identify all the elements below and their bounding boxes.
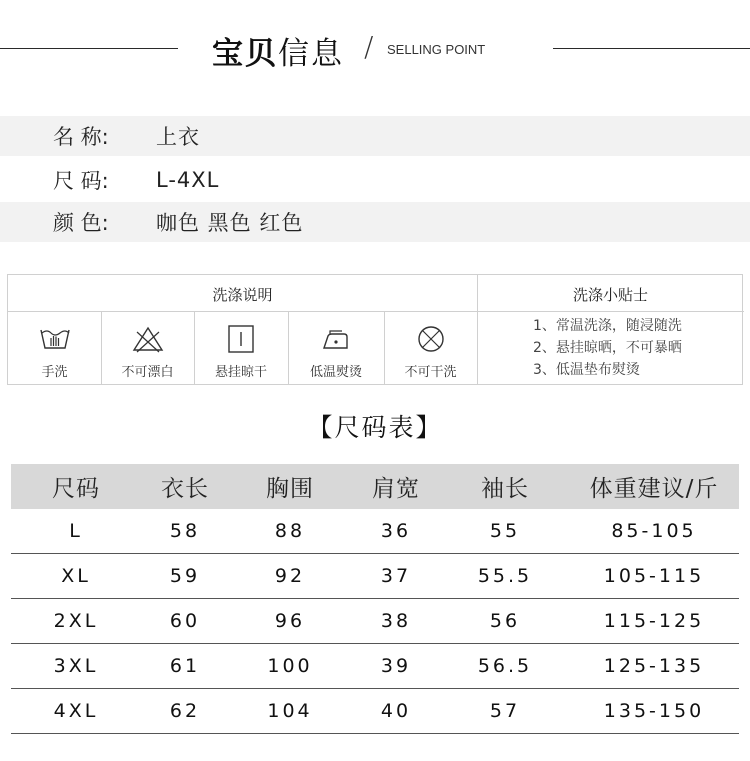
- wash-tips-header: 洗涤小贴士: [572, 286, 648, 304]
- wash-cell-no-bleach: [101, 312, 194, 385]
- info-label: 颜 色:: [53, 211, 109, 235]
- size-cell: 56.5: [477, 655, 533, 677]
- size-cell: 104: [267, 700, 313, 722]
- wash-icon-label: 低温熨烫: [309, 365, 362, 380]
- wash-cell-low-iron: [288, 312, 384, 385]
- section-title-bold: 宝贝: [212, 36, 278, 72]
- section-title-rest: 信息: [278, 36, 344, 72]
- size-table-row: [11, 509, 739, 554]
- info-value: 咖色 黑色 红色: [156, 211, 304, 235]
- wash-tip: 2、悬挂晾晒，不可暴晒: [533, 340, 682, 356]
- info-value: L-4XL: [156, 168, 220, 192]
- size-cell: 36: [380, 520, 412, 542]
- info-label: 尺 码:: [53, 169, 109, 193]
- section-title: [212, 28, 344, 73]
- header-divider-left: [0, 48, 178, 49]
- size-header-cell: 袖长: [481, 476, 529, 502]
- size-cell: 3XL: [53, 655, 99, 677]
- size-table-row: [11, 689, 739, 734]
- info-row-name: [0, 116, 750, 156]
- size-header-cell: 肩宽: [372, 476, 420, 502]
- size-cell: 55.5: [477, 565, 533, 587]
- size-cell: 85-105: [611, 520, 697, 542]
- hang-dry-icon: [225, 324, 257, 354]
- info-row-size: [0, 160, 750, 200]
- size-header-cell: 体重建议/斤: [589, 476, 719, 502]
- size-cell: 61: [169, 655, 201, 677]
- size-cell: 55: [489, 520, 521, 542]
- size-cell: 100: [267, 655, 313, 677]
- size-header-cell: 胸围: [266, 476, 314, 502]
- wash-cell-no-dry-clean: [384, 312, 477, 385]
- size-cell: 38: [380, 610, 412, 632]
- size-cell: L: [69, 520, 83, 542]
- info-value: 上衣: [156, 125, 200, 149]
- size-table-header: [11, 464, 739, 509]
- size-cell: 115-125: [603, 610, 705, 632]
- size-cell: 88: [274, 520, 306, 542]
- wash-tips: [477, 315, 744, 381]
- wash-tip: 1、常温洗涤，随浸随洗: [533, 318, 682, 334]
- info-row-color: [0, 202, 750, 242]
- size-cell: 4XL: [53, 700, 99, 722]
- size-cell: 56: [489, 610, 521, 632]
- wash-cell-hang-dry: [194, 312, 288, 385]
- size-table-row: [11, 644, 739, 689]
- size-table: [11, 464, 739, 734]
- size-cell: 57: [489, 700, 521, 722]
- size-table-row: [11, 599, 739, 644]
- no-bleach-icon: [132, 324, 164, 354]
- size-header-cell: 尺码: [52, 476, 100, 502]
- hand-wash-icon: [39, 324, 71, 354]
- size-cell: XL: [61, 565, 91, 587]
- wash-tip: 3、低温垫布熨烫: [533, 362, 640, 378]
- wash-icon-label: 手洗: [41, 365, 68, 380]
- wash-icon-label: 悬挂晾干: [214, 365, 267, 380]
- low-iron-icon: [320, 324, 352, 354]
- size-chart-title: 【尺码表】: [307, 413, 443, 442]
- size-cell: 105-115: [603, 565, 705, 587]
- size-cell: 125-135: [603, 655, 705, 677]
- size-cell: 96: [274, 610, 306, 632]
- size-cell: 135-150: [603, 700, 705, 722]
- wash-divider: [477, 311, 744, 312]
- wash-icon-label: 不可干洗: [404, 365, 457, 380]
- wash-cell-hand-wash: [8, 312, 101, 385]
- size-cell: 60: [169, 610, 201, 632]
- no-dry-clean-icon: [415, 324, 447, 354]
- size-cell: 58: [169, 520, 201, 542]
- size-cell: 37: [380, 565, 412, 587]
- section-subtitle: SELLING POINT: [387, 42, 486, 57]
- wash-table: [7, 274, 743, 385]
- size-table-row: [11, 554, 739, 599]
- title-slash: /: [364, 30, 374, 63]
- size-cell: 39: [380, 655, 412, 677]
- size-header-cell: 衣长: [161, 476, 209, 502]
- size-cell: 2XL: [53, 610, 99, 632]
- size-cell: 62: [169, 700, 201, 722]
- size-cell: 40: [380, 700, 412, 722]
- wash-instructions-header: 洗涤说明: [212, 286, 273, 304]
- wash-icon-label: 不可漂白: [121, 365, 174, 380]
- info-label: 名 称:: [53, 125, 109, 149]
- size-cell: 59: [169, 565, 201, 587]
- header-divider-right: [553, 48, 750, 49]
- size-cell: 92: [274, 565, 306, 587]
